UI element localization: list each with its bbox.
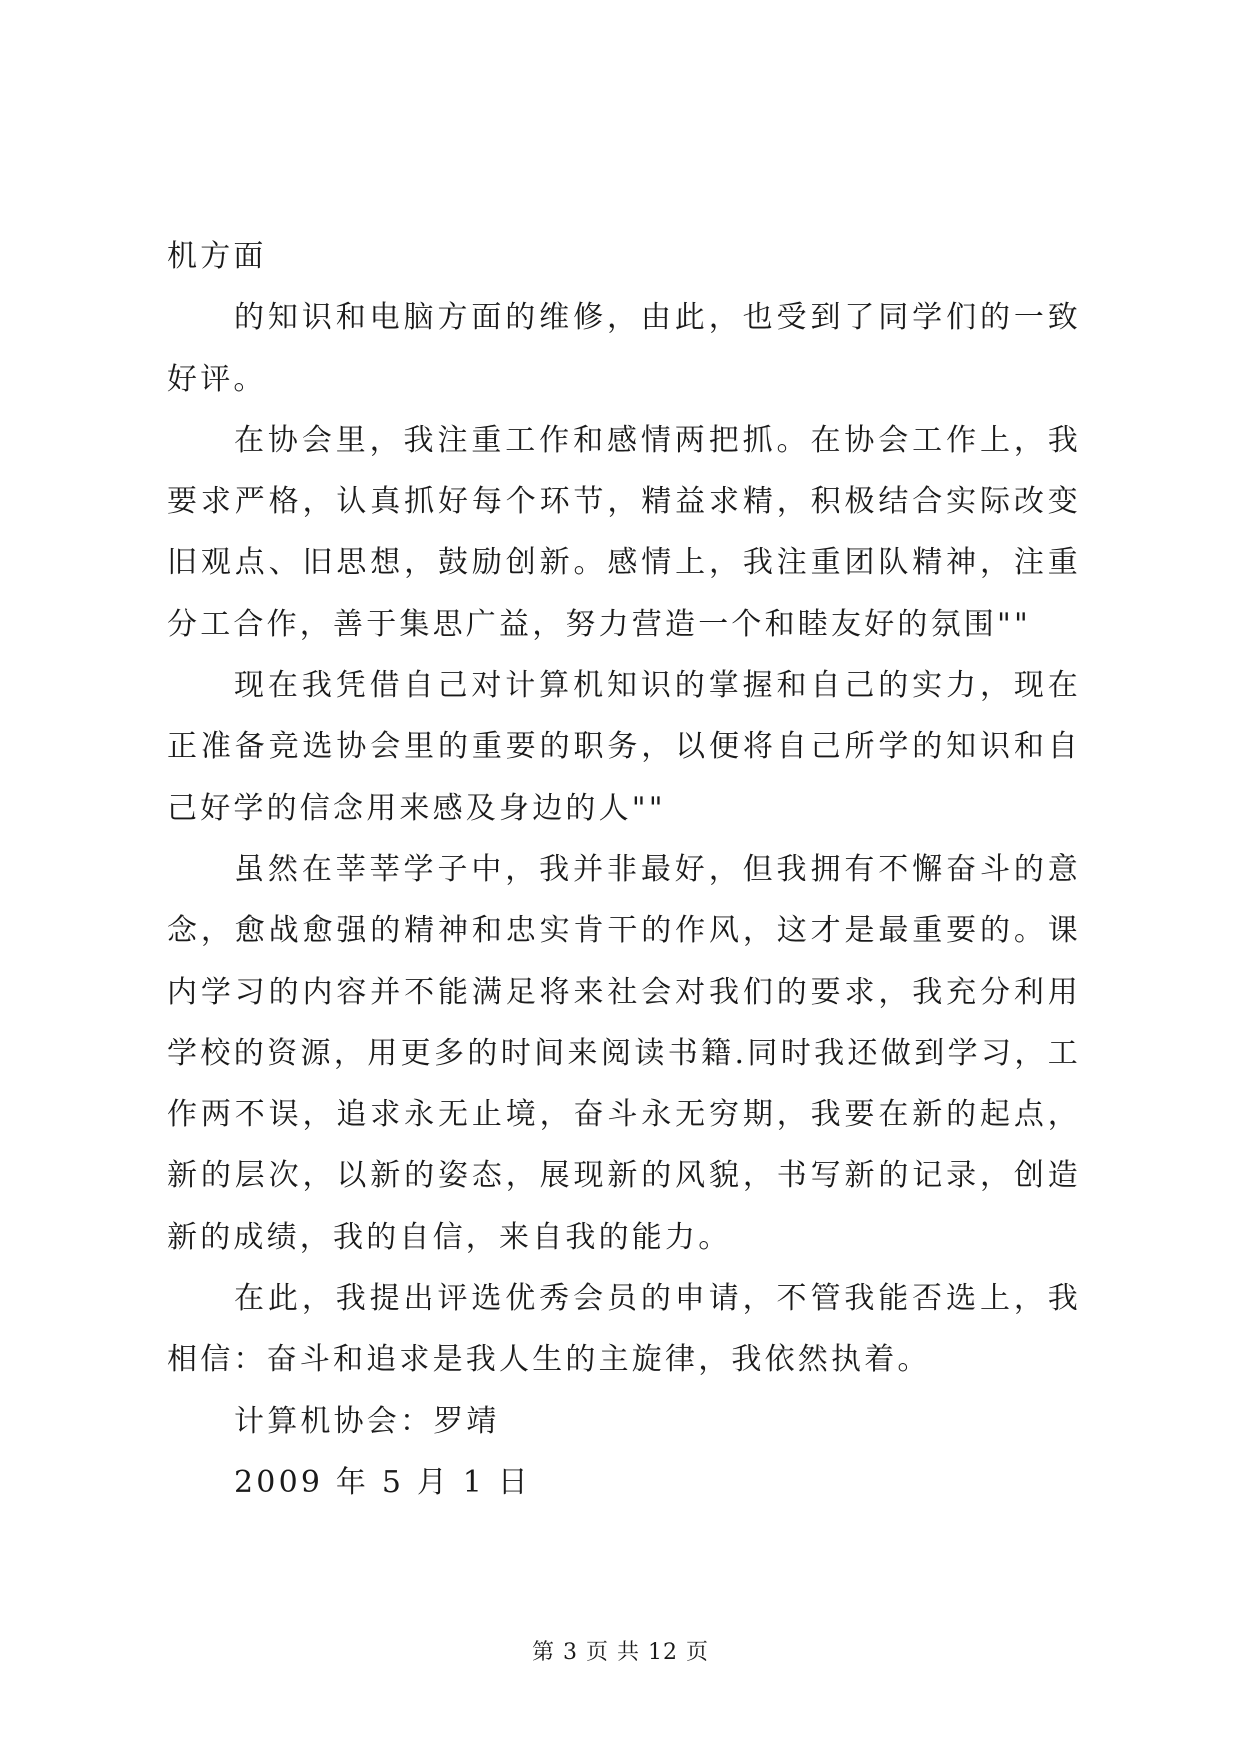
paragraph-continuation: 机方面 [167, 239, 267, 274]
date-line: 2009 年 5 月 1 日 [234, 1464, 532, 1500]
paragraph-campaign: 现在我凭借自己对计算机知识的掌握和自己的实力，现在正准备竞选协会里的重要的职务，以便将自己所学的知识和自己好学的信念用来感及身边的人"" [167, 668, 1081, 826]
page-number-footer: 第 3 页 共 12 页 [532, 1640, 709, 1665]
paragraph-knowledge: 的知识和电脑方面的维修，由此，也受到了同学们的一致好评。 [167, 300, 1081, 397]
document-body [167, 226, 1081, 1513]
paragraph-association-work: 在协会里，我注重工作和感情两把抓。在协会工作上，我要求严格，认真抓好每个环节，精益求精，积极结合实际改变旧观点、旧思想，鼓励创新。感情上，我注重团队精神，注重分工合作，善于集思广益，努力营造一个和睦友好的氛围"" [167, 422, 1081, 642]
signature-line: 计算机协会：罗靖 [234, 1403, 500, 1439]
paragraph-application: 在此，我提出评选优秀会员的申请，不管我能否选上，我相信：奋斗和追求是我人生的主旋律，我依然执着。 [167, 1281, 1081, 1378]
paragraph-self-confidence: 虽然在莘莘学子中，我并非最好，但我拥有不懈奋斗的意念，愈战愈强的精神和忠实肯干的作风，这才是最重要的。课内学习的内容并不能满足将来社会对我们的要求，我充分利用学校的资源，用更多的时间来阅读书籍.同时我还做到学习，工作两不误，追求永无止境，奋斗永无穷期，我要在新的起点，新的层次，以新的姿态，展现新的风貌，书写新的记录，创造新的成绩，我的自信，来自我的能力。 [167, 851, 1081, 1255]
